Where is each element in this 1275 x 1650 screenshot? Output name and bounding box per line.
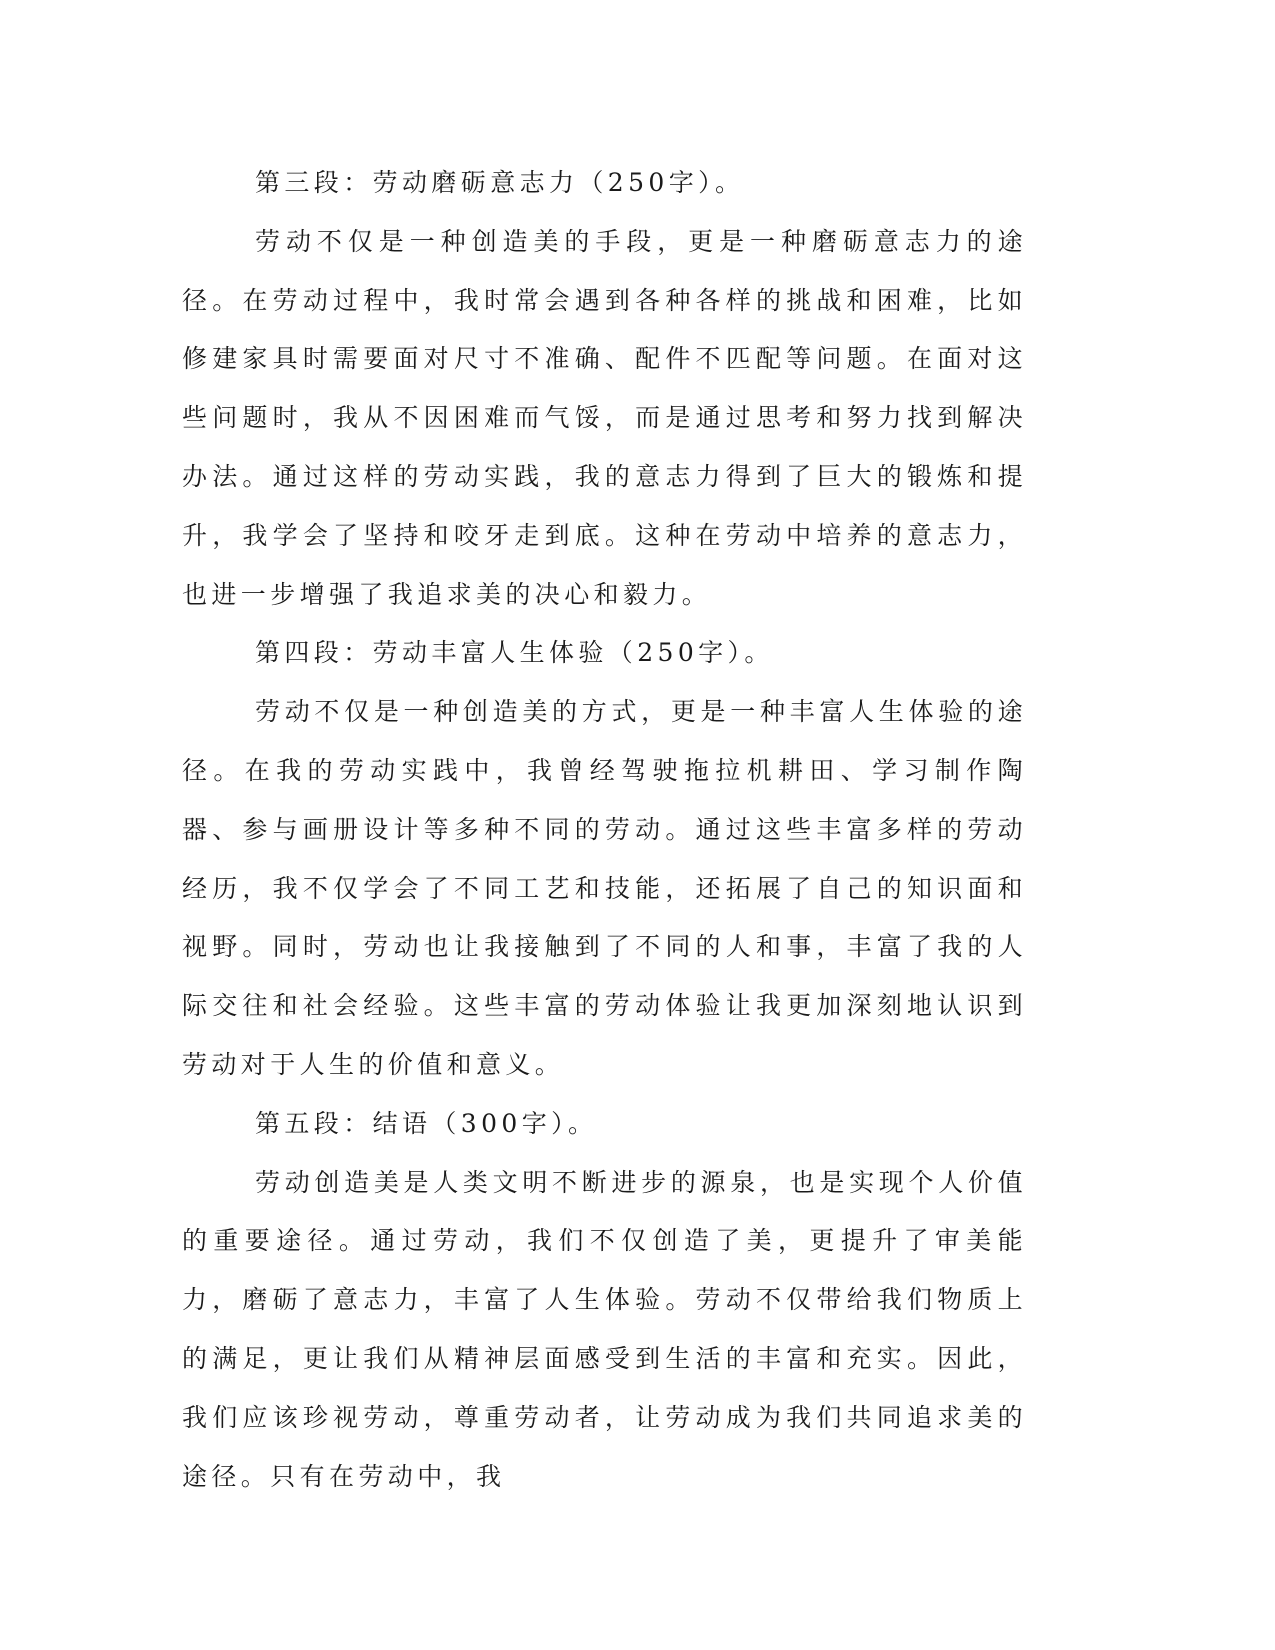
section-4-heading: 第四段：劳动丰富人生体验（250字）。 [255,638,774,668]
document-body [182,154,1027,1506]
section-4-paragraph: 劳动不仅是一种创造美的方式，更是一种丰富人生体验的途径。在我的劳动实践中，我曾经驾驶拖拉机耕田、学习制作陶器、参与画册设计等多种不同的劳动。通过这些丰富多样的劳动经历，我不仅学会了不同工艺和技能，还拓展了自己的知识面和视野。同时，劳动也让我接触到了不同的人和事，丰富了我的人际交往和社会经验。这些丰富的劳动体验让我更加深刻地认识到劳动对于人生的价值和意义。 [182,697,1027,1079]
section-3-paragraph: 劳动不仅是一种创造美的手段，更是一种磨砺意志力的途径。在劳动过程中，我时常会遇到各种各样的挑战和困难，比如修建家具时需要面对尺寸不准确、配件不匹配等问题。在面对这些问题时，我从不因困难而气馁，而是通过思考和努力找到解决办法。通过这样的劳动实践，我的意志力得到了巨大的锻炼和提升，我学会了坚持和咬牙走到底。这种在劳动中培养的意志力，也进一步增强了我追求美的决心和毅力。 [182,226,1027,609]
section-5-heading: 第五段：结语（300字）。 [255,1108,598,1138]
section-5-paragraph: 劳动创造美是人类文明不断进步的源泉，也是实现个人价值的重要途径。通过劳动，我们不仅创造了美，更提升了审美能力，磨砺了意志力，丰富了人生体验。劳动不仅带给我们物质上的满足，更让我们从精神层面感受到生活的丰富和充实。因此，我们应该珍视劳动，尊重劳动者，让劳动成为我们共同追求美的途径。只有在劳动中，我 [182,1167,1027,1491]
section-3-heading: 第三段：劳动磨砺意志力（250字）。 [255,168,745,197]
